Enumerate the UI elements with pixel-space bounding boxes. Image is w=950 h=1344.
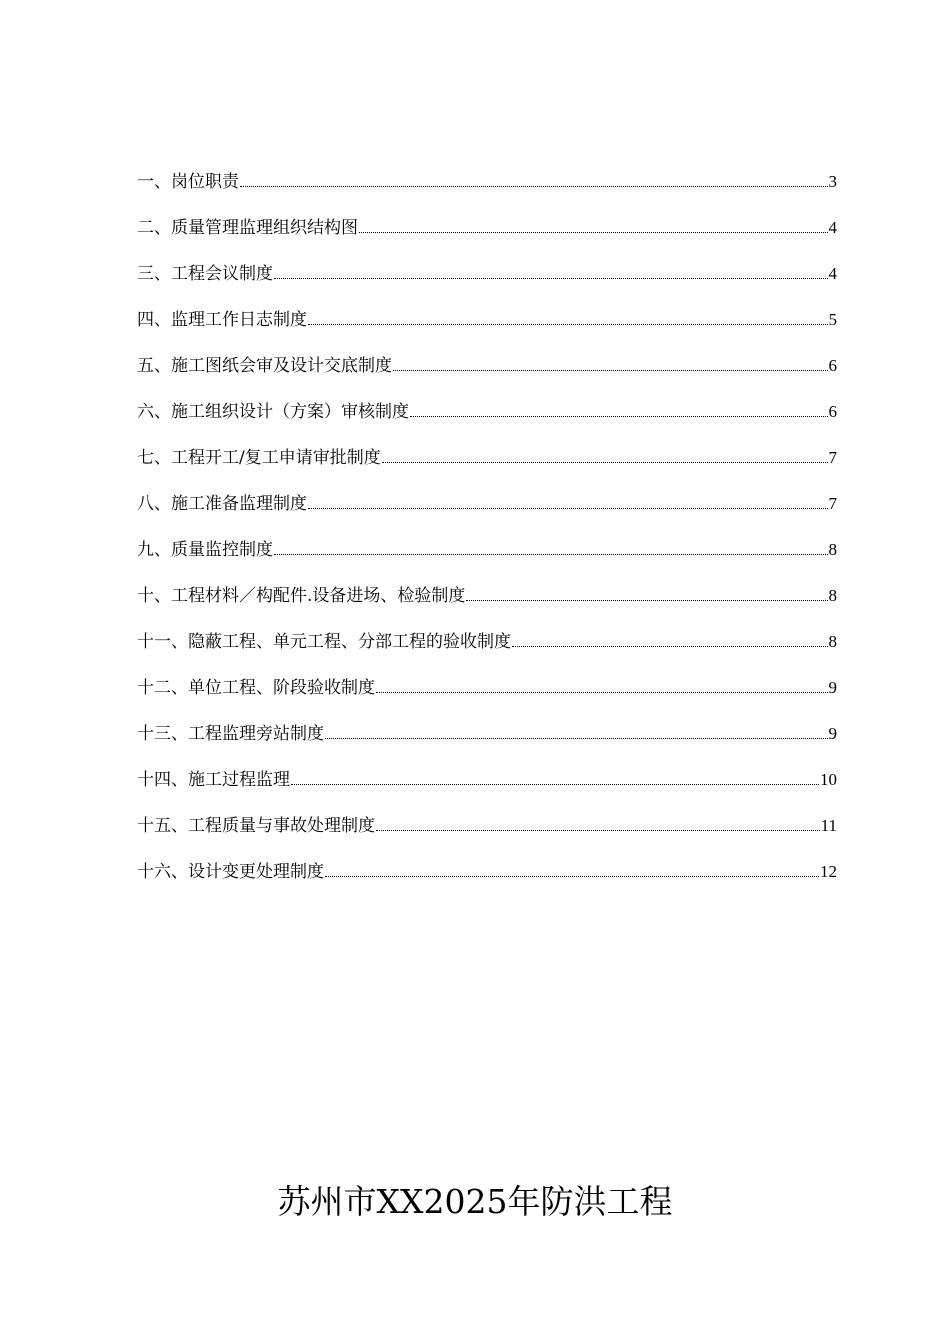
toc-entry-11[interactable] <box>137 630 837 676</box>
toc-entry-3[interactable] <box>137 262 837 308</box>
toc-entry-title: 七、工程开工/复工申请审批制度 <box>137 448 381 468</box>
toc-entry-10[interactable] <box>137 584 837 630</box>
toc-entry-title: 十五、工程质量与事故处理制度 <box>137 816 375 836</box>
toc-dot-leader <box>308 507 828 509</box>
toc-dot-leader <box>512 645 828 647</box>
toc-page-number: 8 <box>828 632 837 651</box>
toc-page-number: 4 <box>828 218 837 237</box>
toc-entry-7[interactable] <box>137 446 837 492</box>
toc-entry-title: 五、施工图纸会审及设计交底制度 <box>137 356 392 376</box>
toc-page-number: 11 <box>820 816 837 835</box>
toc-entry-5[interactable] <box>137 354 837 400</box>
toc-entry-title: 十、工程材料／构配件.设备进场、检验制度 <box>137 586 466 606</box>
toc-entry-title: 二、质量管理监理组织结构图 <box>137 218 358 238</box>
toc-dot-leader <box>325 737 828 739</box>
toc-entry-title: 九、质量监控制度 <box>137 540 273 560</box>
toc-dot-leader <box>410 415 828 417</box>
toc-entry-title: 八、施工准备监理制度 <box>137 494 307 514</box>
toc-dot-leader <box>359 231 828 233</box>
toc-dot-leader <box>376 691 828 693</box>
toc-dot-leader <box>291 783 819 785</box>
toc-dot-leader <box>382 461 828 463</box>
toc-page-number: 10 <box>820 770 837 789</box>
toc-entry-8[interactable] <box>137 492 837 538</box>
toc-dot-leader <box>274 553 828 555</box>
document-title: 苏州市XX2025年防洪工程 <box>277 1182 673 1221</box>
toc-dot-leader <box>274 277 828 279</box>
toc-dot-leader <box>325 875 819 877</box>
toc-page-number: 8 <box>828 586 837 605</box>
toc-page-number: 6 <box>828 402 837 421</box>
toc-entry-title: 三、工程会议制度 <box>137 264 273 284</box>
toc-entry-title: 十一、隐蔽工程、单元工程、分部工程的验收制度 <box>137 632 511 652</box>
toc-entry-14[interactable] <box>137 768 837 814</box>
toc-dot-leader <box>376 829 820 831</box>
toc-dot-leader <box>240 185 828 187</box>
toc-dot-leader <box>308 323 828 325</box>
toc-entry-16[interactable] <box>137 860 837 906</box>
toc-dot-leader <box>393 369 828 371</box>
toc-page-number: 4 <box>828 264 837 283</box>
toc-dot-leader <box>466 599 827 601</box>
toc-page-number: 12 <box>820 862 837 881</box>
toc-page-number: 6 <box>828 356 837 375</box>
toc-page-number: 3 <box>828 172 837 191</box>
toc-page-number: 7 <box>828 494 837 513</box>
toc-page-number: 5 <box>828 310 837 329</box>
toc-page-number: 9 <box>828 678 837 697</box>
toc-entry-title: 六、施工组织设计（方案）审核制度 <box>137 402 409 422</box>
toc-entry-title: 十三、工程监理旁站制度 <box>137 724 324 744</box>
toc-page-number: 7 <box>828 448 837 467</box>
toc-entry-title: 一、岗位职责 <box>137 172 239 192</box>
toc-page-number: 9 <box>828 724 837 743</box>
toc-entry-title: 十四、施工过程监理 <box>137 770 290 790</box>
toc-entry-2[interactable] <box>137 216 837 262</box>
toc-entry-13[interactable] <box>137 722 837 768</box>
toc-entry-title: 十二、单位工程、阶段验收制度 <box>137 678 375 698</box>
toc-entry-1[interactable] <box>137 170 837 216</box>
toc-entry-6[interactable] <box>137 400 837 446</box>
toc-entry-15[interactable] <box>137 814 837 860</box>
table-of-contents <box>137 170 837 906</box>
toc-page-number: 8 <box>828 540 837 559</box>
toc-entry-title: 十六、设计变更处理制度 <box>137 862 324 882</box>
toc-entry-12[interactable] <box>137 676 837 722</box>
toc-entry-9[interactable] <box>137 538 837 584</box>
toc-entry-title: 四、监理工作日志制度 <box>137 310 307 330</box>
toc-entry-4[interactable] <box>137 308 837 354</box>
